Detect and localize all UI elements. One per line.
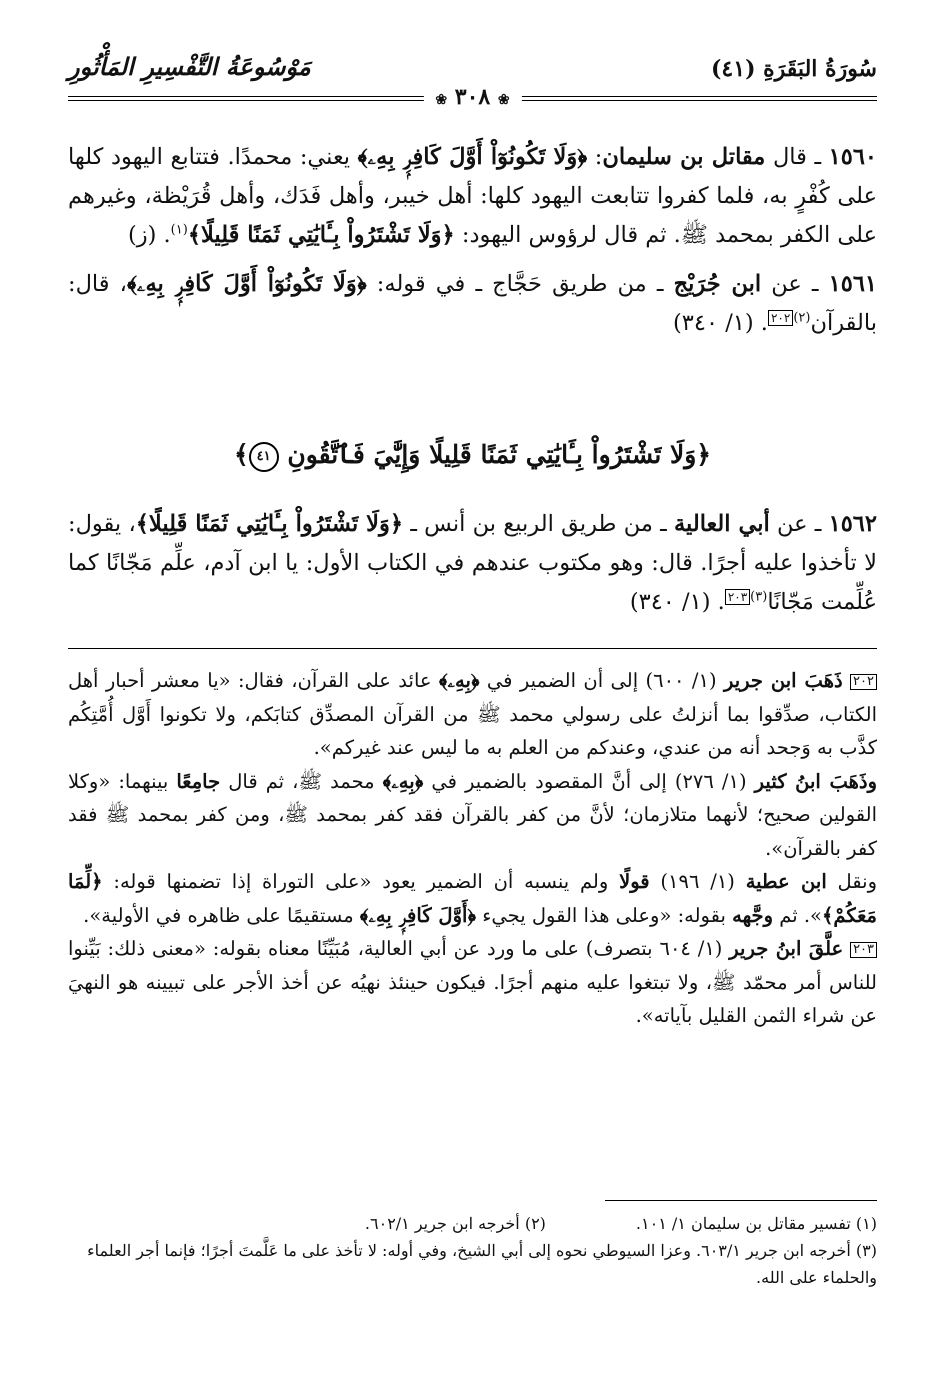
quran-quote: ﴿وَلَا تَكُونُوٓاْ أَوَّلَ كَافِرِۭ بِهِۦ﴾ [357,144,588,170]
entry-number: ١٥٦٠ [828,144,877,170]
note-text: ولم ينسبه أن الضمير يعود «على التوراة إذا تضمنها قوله: [102,870,620,893]
verse-heading [68,440,877,472]
quran-quote: ﴿وَلَا تَشْتَرُواْ بِـَٔايَٰتِي ثَمَنًا قَلِيلًا﴾ [135,511,404,537]
note-text: مستقيمًا على ظاهره في الأولية». [83,903,360,927]
note-verb: وذَهَبَ ابنُ كثير [754,769,877,793]
entry-text: يعني: محمدًا. فتتابع اليهود كلها على كُفْرٍ به، فلما كفروا تتابعت اليهود كلها: أهل خيبر، وأهل فَدَك، وأهل قُرَيْظة، وغيرهم على الكفر بمحمد ﷺ. ثم قال لرؤوس اليهود: [68,144,877,248]
note-text: (١/ ٦٠٠) إلى أن الضمير في [479,669,724,692]
footnote-1: (١) تفسير مقاتل بن سليمان ١/ ١٠١. [635,1214,877,1233]
note-text: بقوله: «وعلى هذا القول يجيء [476,903,733,927]
notes-separator [68,648,877,649]
footnote-2: (٢) أخرجه ابن جرير ٦٠٢/١. [364,1214,546,1233]
note-202 [68,664,877,765]
footnote-marker: (١) [170,222,188,238]
quran-quote: ﴿وَلَا تَكُونُوٓاْ أَوَّلَ كَافِرِۭ بِهِۦ﴾ [126,271,367,297]
verse-close: ﴾ [234,440,249,469]
ornament-icon: ❀ [435,92,448,108]
note-keyword: قولًا [619,870,650,893]
note-203 [68,932,877,1033]
footnote-row [68,1210,877,1237]
entry-text: ، يقول: لا تأخذوا عليه أجرًا. قال: وهو مكتوب عندهم في الكتاب الأول: يا ابن آدم، علِّم مَجّانًا كما عُلِّمت مَجّانًا [68,511,877,615]
note-text: (١/ ١٩٦) [649,870,746,893]
surah-title: سُورَةُ البَقَرَةِ (٤١) [711,56,877,82]
page-number-block [423,84,521,110]
book-page [68,0,877,1384]
entry-1561 [68,265,877,343]
note-text: ونقل [826,870,878,893]
entry-text: ـ من طريق الربيع بن أنس ـ [403,511,674,537]
note-text: بينهما: «وكلا القولين صحيح؛ لأنهما متلازمان؛ لأنَّ من كفر بالقرآن فقد كفر بمحمد ﷺ، ومن كفر بمحمد ﷺ فقد كفر بالقرآن». [68,769,877,860]
note-verb: ذَهَبَ ابن جرير [723,669,843,692]
page-number: ٣٠٨ [454,84,491,110]
quran-quote: ﴿أَوَّلَ كَافِرِۭ بِهِۦ﴾ [359,903,477,927]
entry-author: ابن جُرَيْج [673,271,762,297]
note-202-ibn-kathir [68,765,877,866]
quran-quote: ﴿بِهِۦ﴾ [438,669,480,692]
footnotes-separator [605,1200,877,1201]
note-keyword: وجَّهه [732,903,774,927]
entry-author: مقاتل بن سليمان [602,144,766,170]
quran-quote: ﴿وَلَا تَشْتَرُواْ بِـَٔايَٰتِي ثَمَنًا قَلِيلًا﴾ [187,222,455,248]
main-text [68,138,877,353]
note-reference-box: ٢٠٢ [768,310,793,326]
entry-text: ـ عن [761,271,829,297]
entry-number: ١٥٦١ [828,271,877,297]
footnotes [68,1210,877,1291]
note-number-box: ٢٠٣ [850,942,877,958]
entry-number: ١٥٦٢ [828,511,877,537]
note-verb: علَّقَ ابنُ جرير [729,937,844,960]
entry-text: : [587,144,603,170]
running-header [68,52,877,110]
entry-text: ـ قال [765,144,829,170]
main-text-2 [68,505,877,632]
ayah-number-icon: ٤١ [249,442,279,472]
entry-1562 [68,505,877,622]
footnote-marker: (٣) [750,589,768,605]
verse-text: ﴿وَلَا تَشْتَرُواْ بِـَٔايَٰتِي ثَمَنًا قَلِيلًا وَإِيَّٰيَ فَٱتَّقُونِ [287,440,711,469]
entry-text: ، قال: بالقرآن [68,271,877,336]
entry-text: . (ز) [127,222,171,248]
note-text: عائد على القرآن، فقال: «يا معشر أحبار أهل الكتاب، صدِّقوا بما أنزلتُ على رسولي محمد ﷺ من القرآن المصدِّق كتابَكم، ولا تكونوا أَوَّل أُمَّتِكُم كذَّب به وَجحد أنه من عندي، وعندكم من العلم به ما ليس عند غيركم». [68,669,877,759]
note-202-ibn-atiyya [68,865,877,932]
note-text: (١/ ٦٠٤ بتصرف) على ما ورد عن أبي العالية، مُبَيِّنًا معناه بقوله: «معنى ذلك: بَيِّنوا للناس أمر محمّد ﷺ، ولا تبتغوا عليه منهم أجرًا. فيكون حينئذ نهيُه عن أخذ الأجر على تبيينه هو النهيَ عن شراء الثمن القليل بآياته». [68,937,877,1027]
note-reference-box: ٢٠٣ [725,589,750,605]
volume-reference: . (١/ ٣٤٠) [673,310,768,336]
quran-quote: ﴿بِهِۦ﴾ [382,769,424,793]
footnote-marker: (٢) [793,310,811,326]
footnote-3: (٣) أخرجه ابن جرير ٦٠٣/١. وعزا السيوطي نحوه إلى أبي الشيخ، وفي أوله: لا تأخذ على ما عَلَّمتَ أجرًا؛ فإنما أجر العلماء والحلماء على الله. [87,1241,877,1287]
note-text: محمد ﷺ، ثم قال [220,769,383,793]
entry-1560 [68,138,877,255]
note-number-box: ٢٠٢ [850,674,877,690]
note-text: ». ثم [773,903,822,927]
entry-text: ـ عن [769,511,829,537]
ornament-icon: ❀ [497,92,510,108]
book-title: مَوْسُوعَةُ التَّفْسِيرِ المَأْثُورِ [68,52,311,81]
entry-text: ـ من طريق حَجَّاج ـ في قوله: [366,271,674,297]
note-keyword: جامِعًا [176,769,221,793]
commentary-notes [68,664,877,1033]
quran-quote: ﴿لِّمَا مَعَكُمْ﴾ [68,870,877,927]
note-author: ابن عطية [745,870,827,893]
entry-author: أبي العالية [673,511,770,537]
volume-reference: . (١/ ٣٤٠) [629,589,725,615]
note-text: (١/ ٢٧٦) إلى أنَّ المقصود بالضمير في [423,769,755,793]
